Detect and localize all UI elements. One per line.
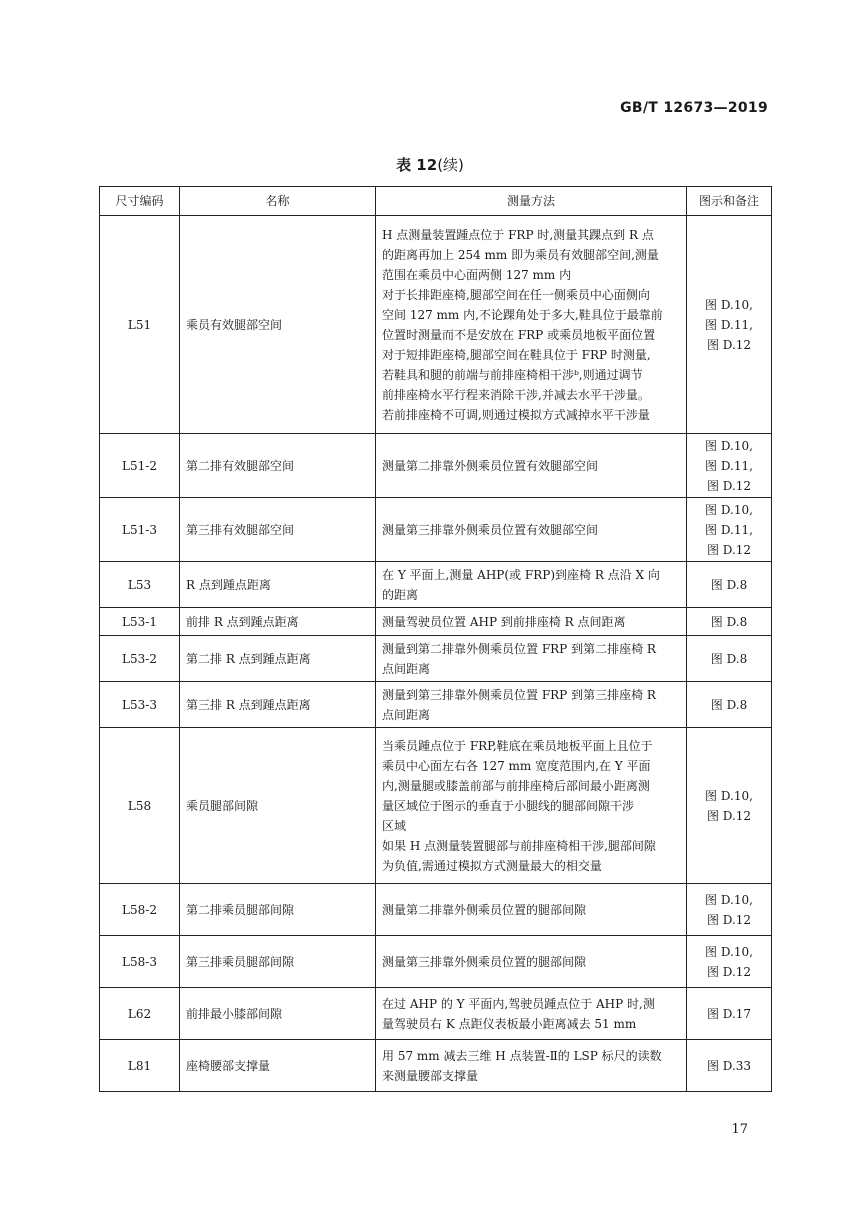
column-header-figures: 图示和备注 [687, 187, 772, 216]
measurement-method [376, 434, 687, 498]
method-line: 范围在乘员中心面两侧 127 mm 内 [382, 267, 572, 282]
method-line: 量驾驶员右 K 点距仪表板最小距离减去 51 mm [382, 1016, 637, 1031]
figure-references [687, 988, 772, 1040]
table-header-row [100, 187, 772, 216]
figure-references [687, 562, 772, 608]
figure-reference: 图 D.10, [705, 944, 753, 959]
table-row [100, 988, 772, 1040]
table-row [100, 434, 772, 498]
figure-reference: 图 D.12 [706, 964, 752, 979]
figure-reference: 图 D.33 [706, 1058, 752, 1073]
dimension-code: L53-2 [100, 636, 180, 682]
method-line: 乘员中心面左右各 127 mm 宽度范围内,在 Y 平面 [382, 758, 651, 773]
method-line: 对于短排距座椅,腿部空间在鞋具位于 FRP 时测量, [382, 347, 651, 362]
method-line: 用 57 mm 减去三维 H 点装置-Ⅱ的 LSP 标尺的读数 [382, 1048, 662, 1063]
method-line: 测量第三排靠外侧乘员位置有效腿部空间 [382, 522, 599, 537]
method-line: 点间距离 [382, 661, 431, 676]
measurement-method [376, 498, 687, 562]
figure-reference: 图 D.17 [706, 1006, 752, 1021]
figure-references [687, 216, 772, 434]
method-line: 在过 AHP 的 Y 平面内,驾驶员踵点位于 AHP 时,测 [382, 996, 655, 1011]
dimension-code: L53-3 [100, 682, 180, 728]
figure-references [687, 936, 772, 988]
measurement-method [376, 636, 687, 682]
table-row [100, 884, 772, 936]
table-title-text: 表 12 [396, 156, 438, 174]
method-line: 若前排座椅不可调,则通过模拟方式减掉水平干涉量 [382, 407, 650, 422]
method-line: 测量驾驶员位置 AHP 到前排座椅 R 点间距离 [382, 614, 626, 629]
method-line: 在 Y 平面上,测量 AHP(或 FRP)到座椅 R 点沿 X 向 [382, 567, 660, 582]
figure-reference: 图 D.8 [710, 577, 748, 592]
method-line: 区域 [382, 818, 407, 833]
figure-reference: 图 D.10, [705, 438, 753, 453]
measurement-method [376, 988, 687, 1040]
table-row [100, 1040, 772, 1092]
figure-references [687, 434, 772, 498]
measurement-method [376, 608, 687, 636]
figure-reference: 图 D.12 [706, 912, 752, 927]
measurement-table [99, 186, 772, 1092]
measurement-method [376, 682, 687, 728]
measurement-method [376, 216, 687, 434]
dimension-name: 座椅腰部支撑量 [180, 1040, 376, 1092]
method-line: 空间 127 mm 内,不论踝角处于多大,鞋具位于最靠前 [382, 307, 663, 322]
method-line: 的距离再加上 254 mm 即为乘员有效腿部空间,测量 [382, 247, 659, 262]
figure-reference: 图 D.11, [705, 522, 753, 537]
method-line: H 点测量装置踵点位于 FRP 时,测量其踝点到 R 点 [382, 227, 654, 242]
dimension-code: L58 [100, 728, 180, 884]
table-row [100, 936, 772, 988]
dimension-name: 第二排有效腿部空间 [180, 434, 376, 498]
dimension-code: L81 [100, 1040, 180, 1092]
figure-references [687, 728, 772, 884]
dimension-code: L53 [100, 562, 180, 608]
method-line: 内,测量腿或膝盖前部与前排座椅后部间最小距离测 [382, 778, 650, 793]
figure-reference: 图 D.10, [705, 892, 753, 907]
figure-reference: 图 D.12 [706, 337, 752, 352]
column-header-name: 名称 [180, 187, 376, 216]
figure-references [687, 682, 772, 728]
dimension-code: L51-3 [100, 498, 180, 562]
dimension-code: L58-2 [100, 884, 180, 936]
table-title-suffix: (续) [437, 156, 464, 174]
column-header-code: 尺寸编码 [100, 187, 180, 216]
table-title [0, 154, 860, 175]
method-line: 测量第二排靠外侧乘员位置的腿部间隙 [382, 902, 587, 917]
method-line: 量区域位于图示的垂直于小腿线的腿部间隙干涉 [382, 798, 635, 813]
measurement-method [376, 1040, 687, 1092]
method-line: 对于长排距座椅,腿部空间在任一侧乘员中心面侧向 [382, 287, 650, 302]
dimension-name: 前排 R 点到踵点距离 [180, 608, 376, 636]
dimension-name: 第二排乘员腿部间隙 [180, 884, 376, 936]
measurement-method [376, 884, 687, 936]
figure-references [687, 636, 772, 682]
method-line: 测量到第二排靠外侧乘员位置 FRP 到第二排座椅 R [382, 641, 656, 656]
table-row [100, 682, 772, 728]
method-line: 测量第三排靠外侧乘员位置的腿部间隙 [382, 954, 587, 969]
dimension-name: 第二排 R 点到踵点距离 [180, 636, 376, 682]
method-line: 位置时测量而不是安放在 FRP 或乘员地板平面位置 [382, 327, 656, 342]
figure-reference: 图 D.12 [706, 542, 752, 557]
method-line: 当乘员踵点位于 FRP,鞋底在乘员地板平面上且位于 [382, 738, 653, 753]
dimension-code: L51-2 [100, 434, 180, 498]
table-body [100, 216, 772, 1092]
column-header-method: 测量方法 [376, 187, 687, 216]
method-line: 来测量腰部支撑量 [382, 1068, 479, 1083]
method-line: 若鞋具和腿的前端与前排座椅相干涉ᵇ,则通过调节 [382, 367, 643, 382]
dimension-name: R 点到踵点距离 [180, 562, 376, 608]
table-row [100, 728, 772, 884]
dimension-code: L53-1 [100, 608, 180, 636]
method-line: 为负值,需通过模拟方式测量最大的相交量 [382, 858, 602, 873]
figure-reference: 图 D.11, [705, 458, 753, 473]
table-row [100, 636, 772, 682]
figure-reference: 图 D.8 [710, 651, 748, 666]
method-line: 测量到第三排靠外侧乘员位置 FRP 到第三排座椅 R [382, 687, 656, 702]
figure-reference: 图 D.8 [710, 614, 748, 629]
measurement-method [376, 936, 687, 988]
figure-reference: 图 D.11, [705, 317, 753, 332]
figure-reference: 图 D.12 [706, 808, 752, 823]
figure-reference: 图 D.12 [706, 478, 752, 493]
table-row [100, 498, 772, 562]
figure-references [687, 498, 772, 562]
method-line: 前排座椅水平行程来消除干涉,并减去水平干涉量。 [382, 387, 650, 402]
figure-reference: 图 D.10, [705, 788, 753, 803]
method-line: 如果 H 点测量装置腿部与前排座椅相干涉,腿部间隙 [382, 838, 656, 853]
method-line: 点间距离 [382, 707, 431, 722]
dimension-code: L62 [100, 988, 180, 1040]
method-line: 的距离 [382, 587, 419, 602]
dimension-name: 乘员腿部间隙 [180, 728, 376, 884]
method-line: 测量第二排靠外侧乘员位置有效腿部空间 [382, 458, 599, 473]
measurement-method [376, 728, 687, 884]
dimension-name: 前排最小膝部间隙 [180, 988, 376, 1040]
dimension-code: L58-3 [100, 936, 180, 988]
table-row [100, 562, 772, 608]
standard-number: GB/T 12673—2019 [620, 100, 768, 116]
figure-references [687, 884, 772, 936]
table-row [100, 216, 772, 434]
figure-reference: 图 D.10, [705, 502, 753, 517]
dimension-name: 第三排乘员腿部间隙 [180, 936, 376, 988]
dimension-code: L51 [100, 216, 180, 434]
figure-references [687, 1040, 772, 1092]
dimension-name: 第三排 R 点到踵点距离 [180, 682, 376, 728]
measurement-method [376, 562, 687, 608]
figure-references [687, 608, 772, 636]
dimension-name: 乘员有效腿部空间 [180, 216, 376, 434]
dimension-name: 第三排有效腿部空间 [180, 498, 376, 562]
table-row [100, 608, 772, 636]
page-number: 17 [731, 1122, 748, 1137]
figure-reference: 图 D.10, [705, 297, 753, 312]
figure-reference: 图 D.8 [710, 697, 748, 712]
